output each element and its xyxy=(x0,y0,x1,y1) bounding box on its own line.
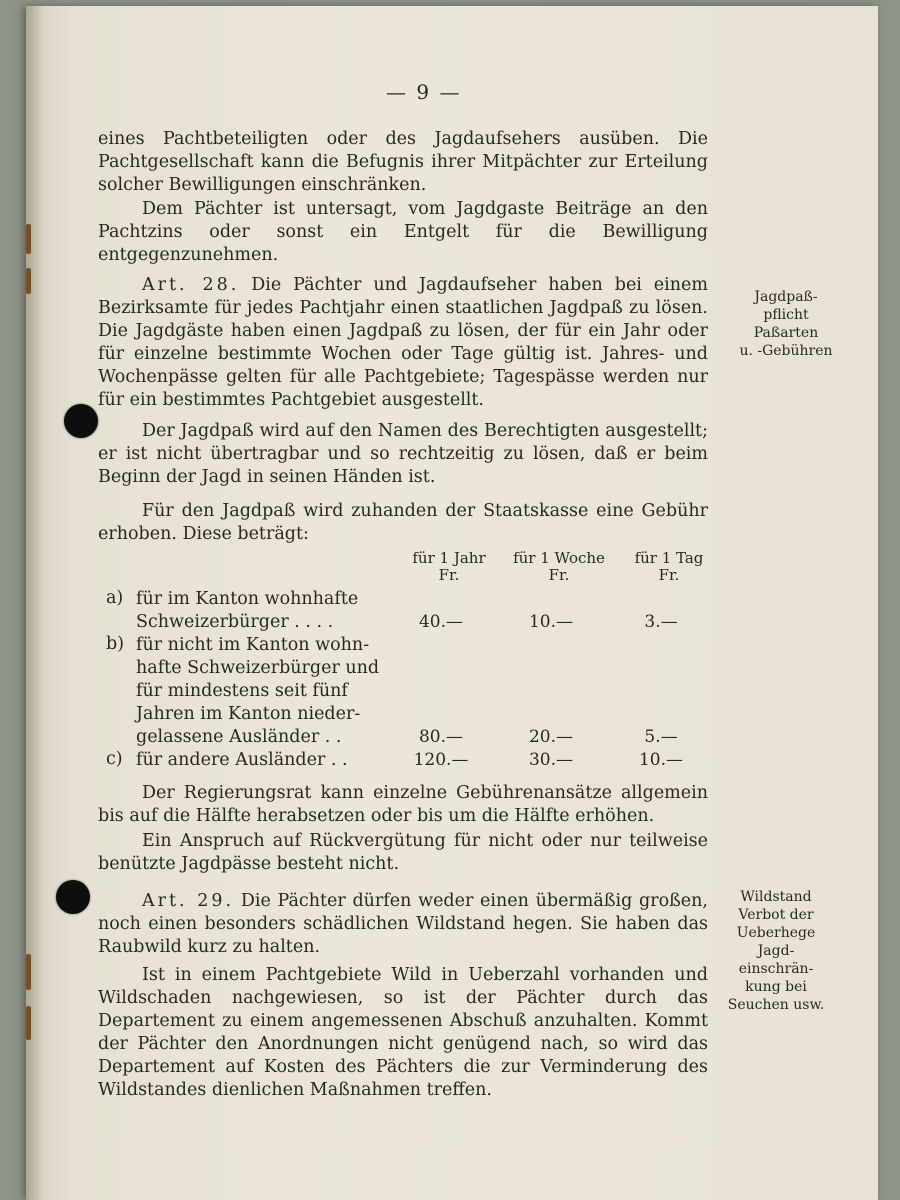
binding-staple-bottom-lower xyxy=(26,1006,31,1040)
punch-hole-lower xyxy=(56,880,90,914)
amount-year: 40.— xyxy=(418,612,464,632)
paragraph-gebuehr: Für den Jagdpaß wird zuhanden der Staatskasse eine Gebühr erhoben. Diese beträgt: xyxy=(98,501,708,544)
article-28-label: Art. 28. xyxy=(142,275,240,295)
paragraph-art-28 xyxy=(98,274,708,412)
amount-day: 5.— xyxy=(644,727,678,747)
row-letter: b) xyxy=(106,634,125,654)
row-description: für nicht im Kanton wohn- hafte Schweizerbürger und für mindestens seit fünf Jahren im Kanton nieder- gelassene Ausländer . . xyxy=(136,635,380,747)
header-day: für 1 Tag Fr. xyxy=(634,549,704,584)
row-letter: a) xyxy=(106,588,124,608)
amount-week: 10.— xyxy=(528,612,574,632)
fee-row-c xyxy=(98,749,718,772)
document-page xyxy=(26,6,878,1200)
paragraph-continuation: eines Pachtbeteiligten oder des Jagdaufsehers ausüben. Die Pachtgesellschaft kann die Befugnis ihrer Mitpächter zur Erteilung solcher Bewilligungen einschränken. xyxy=(98,129,708,195)
fee-row-a xyxy=(98,588,718,634)
fee-table xyxy=(98,550,718,772)
punch-hole-upper xyxy=(64,404,98,438)
amount-year: 120.— xyxy=(413,750,469,770)
binding-staple-bottom xyxy=(26,954,31,990)
amount-week: 20.— xyxy=(528,727,574,747)
amount-year: 80.— xyxy=(418,727,464,747)
paragraph-rueckverguetung: Ein Anspruch auf Rückvergütung für nicht oder nur teilweise benützte Jagdpässe besteht nicht. xyxy=(98,831,708,874)
row-description: für andere Ausländer . . xyxy=(136,750,348,770)
amount-week: 30.— xyxy=(528,750,574,770)
fee-row-b xyxy=(98,634,718,749)
paragraph-regierungsrat: Der Regierungsrat kann einzelne Gebührenansätze allgemein bis auf die Hälfte herabsetzen oder bis um die Hälfte erhöhen. xyxy=(98,783,708,826)
paragraph-art-29 xyxy=(98,890,708,959)
amount-day: 3.— xyxy=(644,612,678,632)
binding-staple-top-lower xyxy=(26,268,31,294)
header-week: für 1 Woche Fr. xyxy=(513,549,605,584)
article-28-text: Die Pächter und Jagdaufseher haben bei einem Bezirksamte für jedes Pachtjahr einen staatlichen Jagdpaß zu lösen. Die Jagdgäste haben einen Jagdpaß zu lösen, der für ein Jahr oder für einzelne bestimmte Wochen oder Tage gültig ist. Jahres- und Wochenpässe gelten für alle Pachtgebiete; Tagespässe werden nur für ein bestimmtes Pachtgebiet ausgestellt. xyxy=(98,275,708,410)
paragraph-jagdpass-name: Der Jagdpaß wird auf den Namen des Berechtigten ausgestellt; er ist nicht übertragbar und so rechtzeitig zu lösen, daß er beim Beginn der Jagd in seinen Händen ist. xyxy=(98,421,708,487)
binding-staple-top xyxy=(26,224,31,254)
row-description: für im Kanton wohnhafte Schweizerbürger . . . . xyxy=(136,589,359,632)
article-29-label: Art. 29. xyxy=(142,891,235,911)
marginal-note-art-28: Jagdpaß- pflicht Paßarten u. -Gebühren xyxy=(739,289,833,359)
amount-day: 10.— xyxy=(638,750,684,770)
header-year: für 1 Jahr Fr. xyxy=(412,549,486,584)
page-number: — 9 — xyxy=(386,80,462,104)
row-letter: c) xyxy=(106,749,123,769)
article-29-text: Die Pächter dürfen weder einen übermäßig großen, noch einen besonders schädlichen Wildstand hegen. Sie haben das Raubwild kurz zu halten. xyxy=(98,891,708,957)
marginal-note-art-29: Wildstand Verbot der Ueberhege Jagd- einschrän- kung bei Seuchen usw. xyxy=(727,889,825,1013)
fee-table-header xyxy=(98,550,718,588)
paragraph-pachtzins: Dem Pächter ist untersagt, vom Jagdgaste Beiträge an den Pachtzins oder sonst ein Entgelt für die Bewilligung entgegenzunehmen. xyxy=(98,199,708,265)
paragraph-wildschaden: Ist in einem Pachtgebiete Wild in Ueberzahl vorhanden und Wildschaden nachgewiesen, so ist der Pächter durch das Departement zu einem angemessenen Abschuß anzuhalten. Kommt der Pächter den Anordnungen nicht genügend nach, so wird das Departement auf Kosten des Pächters die zur Verminderung des Wildstandes dienlichen Maßnahmen treffen. xyxy=(98,965,708,1100)
